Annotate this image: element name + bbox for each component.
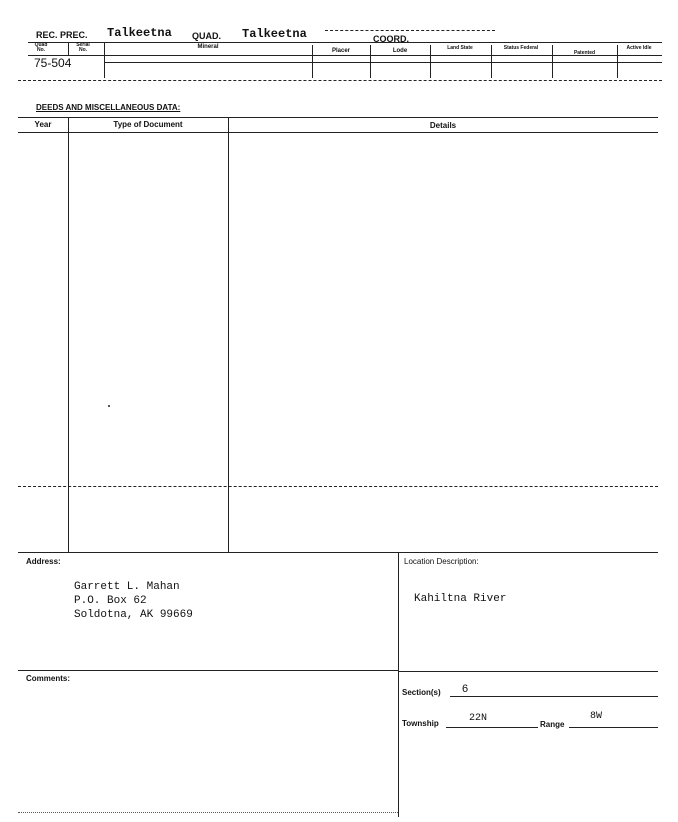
section-label: Section(s): [402, 688, 441, 697]
scan-noise-bottom: [18, 812, 398, 813]
address-line-1: Garrett L. Mahan: [74, 581, 180, 593]
rec-prec-value: Talkeetna: [107, 26, 172, 40]
township-value: 22N: [469, 713, 488, 724]
deeds-top-rule: [18, 117, 658, 118]
deeds-bottom-rule: [18, 552, 658, 553]
location-description-label: Location Description:: [404, 557, 479, 566]
address-line-2: P.O. Box 62: [74, 595, 147, 607]
address-line-3: Soldotna, AK 99669: [74, 609, 193, 621]
section-value: 6: [462, 683, 469, 695]
location-description-value: Kahiltna River: [414, 593, 507, 605]
details-header: Details: [429, 121, 457, 130]
header-value-rule: [104, 62, 662, 63]
quad-value: Talkeetna: [242, 27, 307, 41]
serial-no-header: Serial No.: [76, 42, 90, 53]
coord-label: COORD.: [373, 34, 409, 44]
range-label: Range: [540, 720, 565, 729]
status-federal-header: Status Federal: [503, 45, 539, 51]
lode-header: Lode: [392, 48, 408, 54]
header-top-rule: [28, 42, 662, 43]
deeds-dashed-rule: [18, 486, 658, 487]
deeds-title: DEEDS AND MISCELLANEOUS DATA:: [36, 103, 181, 112]
deeds-header-rule: [18, 132, 658, 133]
col-divider: [491, 45, 492, 78]
location-bottom-rule: [398, 671, 658, 672]
year-col-divider: [68, 117, 69, 552]
col-divider: [617, 45, 618, 78]
section-underline: [450, 696, 658, 697]
address-location-divider: [398, 552, 399, 817]
mineral-header: Mineral: [197, 44, 219, 50]
patented-header: Patented: [573, 50, 596, 56]
range-underline: [569, 727, 658, 728]
quad-label: QUAD.: [192, 31, 221, 41]
col-divider: [68, 42, 69, 55]
rec-prec-label: REC. PREC.: [36, 30, 88, 40]
header-dashed-rule: [325, 30, 495, 31]
address-label: Address:: [26, 557, 61, 566]
active-idle-header: Active Idle: [626, 45, 652, 51]
type-of-document-header: Type of Document: [113, 120, 183, 129]
comments-label: Comments:: [26, 674, 71, 683]
placer-header: Placer: [331, 48, 350, 54]
quad-no-value: 75-504: [34, 56, 72, 70]
township-label: Township: [402, 719, 439, 728]
comments-rule: [18, 670, 398, 671]
year-header: Year: [34, 120, 52, 129]
land-state-header: Land State: [447, 45, 473, 51]
header-bottom-dashed-rule: [18, 80, 662, 81]
range-value: 8W: [590, 711, 603, 722]
township-underline: [446, 727, 538, 728]
scan-speck: [108, 405, 110, 407]
type-col-divider: [228, 117, 229, 552]
col-divider: [430, 45, 431, 78]
quad-no-header: Quad No.: [34, 42, 48, 53]
